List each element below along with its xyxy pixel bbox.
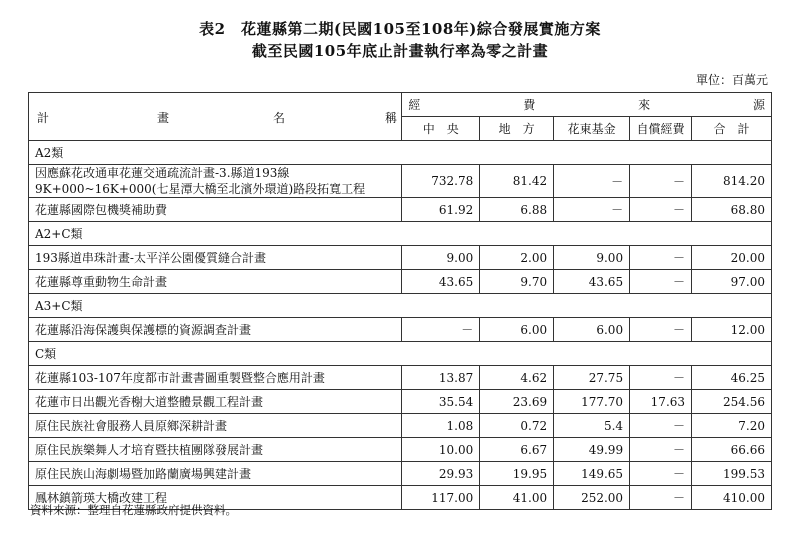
total-value: 12.00	[692, 318, 772, 342]
fund-value: 49.99	[554, 438, 630, 462]
project-name: 193縣道串珠計畫-太平洋公園優質縫合計畫	[29, 246, 402, 270]
category-label: A3+C類	[29, 294, 772, 318]
table-row	[29, 414, 772, 438]
table-row	[29, 366, 772, 390]
fund-value: 149.65	[554, 462, 630, 486]
total-value: 199.53	[692, 462, 772, 486]
self-funded-value: －	[630, 438, 692, 462]
header-name-char: 稱	[385, 111, 398, 125]
header-project-name	[29, 93, 402, 141]
header-name-char: 計	[37, 111, 50, 125]
central-value: 35.54	[402, 390, 480, 414]
header-fund: 花東基金	[554, 117, 630, 141]
header-local: 地 方	[480, 117, 554, 141]
local-value: 6.67	[480, 438, 554, 462]
project-name: 原住民族樂舞人才培育暨扶植團隊發展計畫	[29, 438, 402, 462]
table-subtitle: 截至民國105年底止計畫執行率為零之計畫	[251, 42, 549, 60]
total-value: 254.56	[692, 390, 772, 414]
table-row	[29, 390, 772, 414]
central-value: 61.92	[402, 198, 480, 222]
table-title: 表2 花蓮縣第二期(民國105至108年)綜合發展實施方案	[199, 20, 601, 38]
self-funded-value: 17.63	[630, 390, 692, 414]
central-value: －	[402, 318, 480, 342]
header-name-char: 畫	[157, 111, 170, 125]
self-funded-value: －	[630, 165, 692, 198]
self-funded-value: －	[630, 414, 692, 438]
total-value: 68.80	[692, 198, 772, 222]
header-funding-char: 費	[523, 98, 536, 112]
local-value: 0.72	[480, 414, 554, 438]
table-row	[29, 462, 772, 486]
project-name: 鳳林鎮箭瑛大橋改建工程	[29, 486, 402, 510]
central-value: 1.08	[402, 414, 480, 438]
central-value: 9.00	[402, 246, 480, 270]
project-name: 花蓮縣尊重動物生命計畫	[29, 270, 402, 294]
fund-value: 177.70	[554, 390, 630, 414]
table-row	[29, 318, 772, 342]
total-value: 66.66	[692, 438, 772, 462]
project-name: 原住民族山海劇場暨加路蘭廣場興建計畫	[29, 462, 402, 486]
fund-value: 27.75	[554, 366, 630, 390]
local-value: 19.95	[480, 462, 554, 486]
central-value: 117.00	[402, 486, 480, 510]
total-value: 46.25	[692, 366, 772, 390]
header-name-char: 名	[273, 111, 286, 125]
local-value: 4.62	[480, 366, 554, 390]
source-note: 資料來源：整理自花蓮縣政府提供資料。	[30, 503, 237, 517]
central-value: 732.78	[402, 165, 480, 198]
total-value: 410.00	[692, 486, 772, 510]
category-label: A2+C類	[29, 222, 772, 246]
fund-value: 5.4	[554, 414, 630, 438]
central-value: 29.93	[402, 462, 480, 486]
table-row	[29, 165, 772, 198]
fund-value: －	[554, 198, 630, 222]
self-funded-value: －	[630, 366, 692, 390]
self-funded-value: －	[630, 270, 692, 294]
total-value: 97.00	[692, 270, 772, 294]
header-funding-source	[402, 93, 772, 117]
project-name: 花蓮縣沿海保護與保護標的資源調查計畫	[29, 318, 402, 342]
category-label: A2類	[29, 141, 772, 165]
central-value: 13.87	[402, 366, 480, 390]
local-value: 6.00	[480, 318, 554, 342]
central-value: 43.65	[402, 270, 480, 294]
header-self-funded: 自償經費	[630, 117, 692, 141]
category-label: C類	[29, 342, 772, 366]
header-funding-char: 源	[752, 98, 765, 112]
header-total: 合 計	[692, 117, 772, 141]
central-value: 10.00	[402, 438, 480, 462]
fund-value: －	[554, 165, 630, 198]
total-value: 20.00	[692, 246, 772, 270]
table-row	[29, 198, 772, 222]
category-row	[29, 294, 772, 318]
project-name: 花蓮縣國際包機獎補助費	[29, 198, 402, 222]
table-row	[29, 246, 772, 270]
funding-table	[28, 92, 772, 510]
header-central: 中 央	[402, 117, 480, 141]
project-name: 因應蘇花改通車花蓮交通疏流計畫-3.縣道193線9K+000~16K+000(七星潭大橋至北濱外環道)路段拓寬工程	[29, 165, 402, 198]
project-name: 原住民族社會服務人員原鄉深耕計畫	[29, 414, 402, 438]
local-value: 6.88	[480, 198, 554, 222]
header-funding-char: 來	[638, 98, 651, 112]
total-value: 7.20	[692, 414, 772, 438]
header-funding-char: 經	[408, 98, 421, 112]
category-row	[29, 141, 772, 165]
self-funded-value: －	[630, 486, 692, 510]
category-row	[29, 342, 772, 366]
self-funded-value: －	[630, 318, 692, 342]
fund-value: 252.00	[554, 486, 630, 510]
table-body	[29, 141, 772, 510]
unit-label: 單位：百萬元	[695, 73, 768, 87]
table-row	[29, 438, 772, 462]
self-funded-value: －	[630, 198, 692, 222]
self-funded-value: －	[630, 246, 692, 270]
fund-value: 43.65	[554, 270, 630, 294]
local-value: 2.00	[480, 246, 554, 270]
table-row	[29, 270, 772, 294]
category-row	[29, 222, 772, 246]
self-funded-value: －	[630, 462, 692, 486]
project-name: 花蓮縣103-107年度都市計畫書圖重製暨整合應用計畫	[29, 366, 402, 390]
local-value: 9.70	[480, 270, 554, 294]
fund-value: 9.00	[554, 246, 630, 270]
fund-value: 6.00	[554, 318, 630, 342]
total-value: 814.20	[692, 165, 772, 198]
local-value: 41.00	[480, 486, 554, 510]
local-value: 81.42	[480, 165, 554, 198]
project-name: 花蓮市日出觀光香榭大道整體景觀工程計畫	[29, 390, 402, 414]
local-value: 23.69	[480, 390, 554, 414]
